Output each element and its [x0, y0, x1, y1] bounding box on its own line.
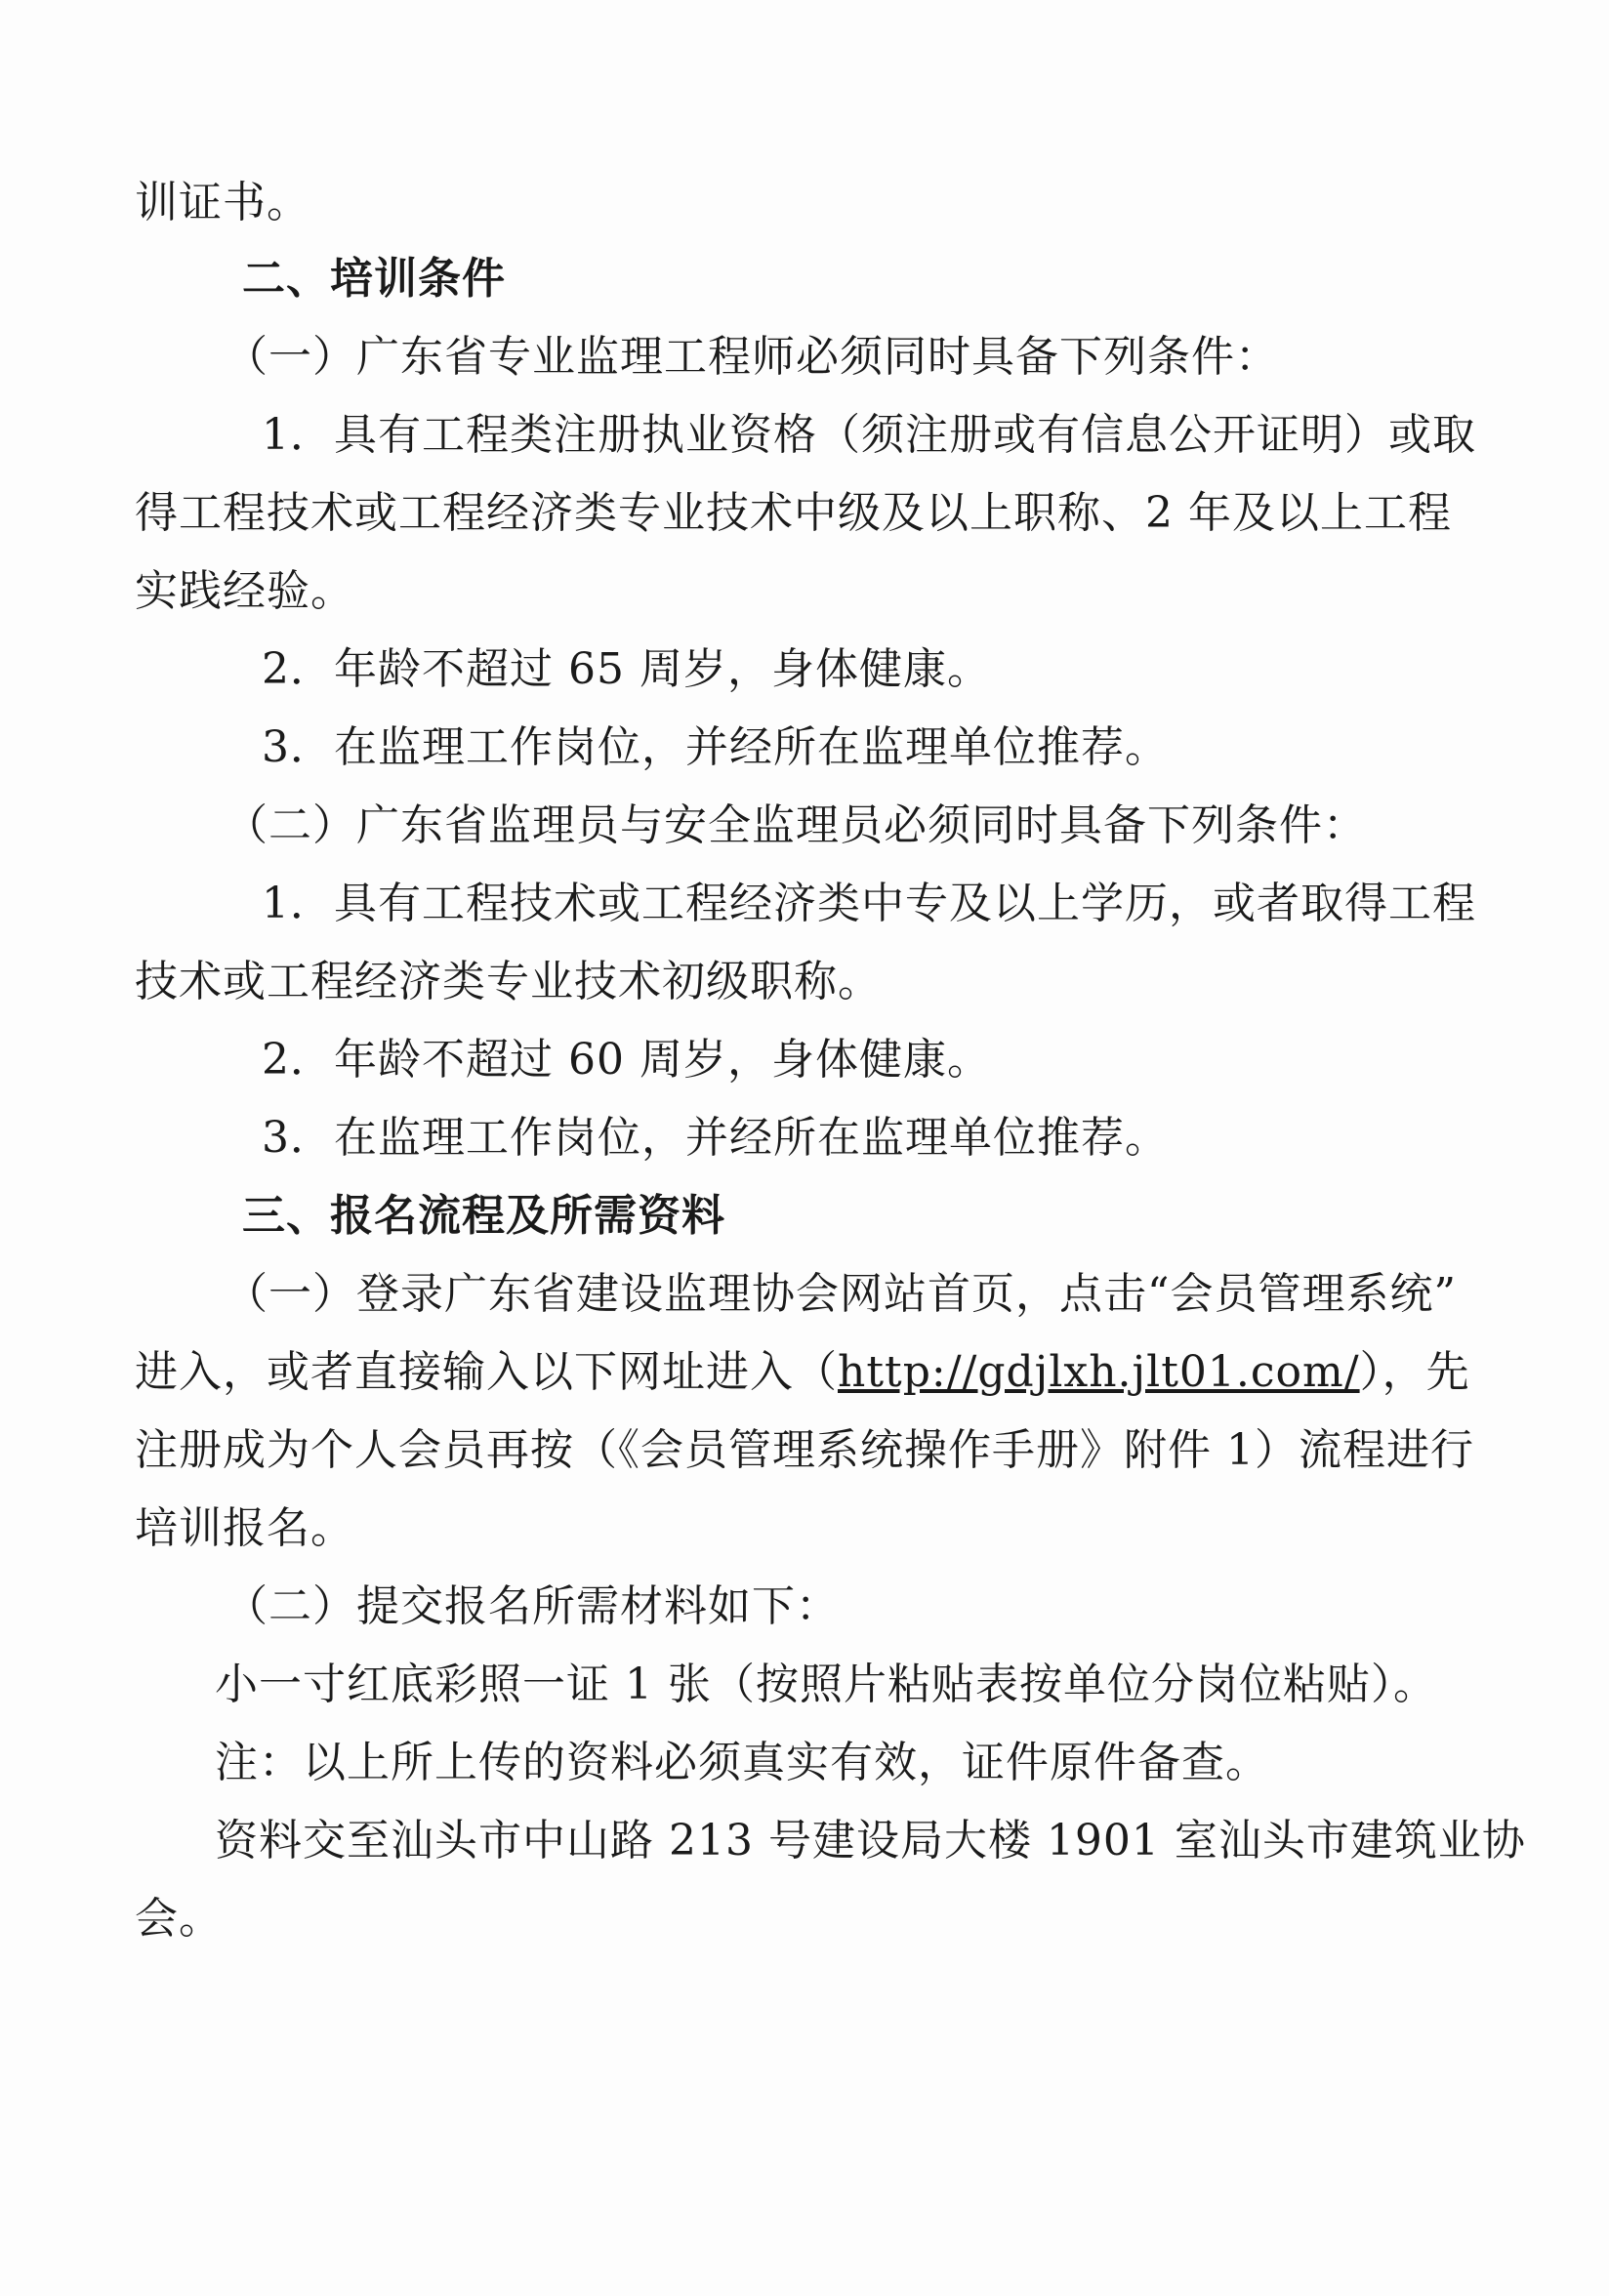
text-line: 小一寸红底彩照一证 1 张（按照片粘贴表按单位分岗位粘贴）。: [215, 1660, 1437, 1709]
text-line: 实践经验。: [135, 566, 354, 616]
text-line: 3．在监理工作岗位，并经所在监理单位推荐。: [262, 722, 1169, 772]
text-line: 1．具有工程技术或工程经济类中专及以上学历，或者取得工程: [262, 879, 1476, 928]
text-line: 注册成为个人会员再按（《会员管理系统操作手册》附件 1）流程进行: [135, 1425, 1474, 1475]
note-line: 注：以上所上传的资料必须真实有效，证件原件备查。: [215, 1738, 1269, 1787]
text-line: 培训报名。: [135, 1503, 354, 1553]
subsection-heading: （一）广东省专业监理工程师必须同时具备下列条件：: [225, 332, 1279, 382]
section-heading-registration: 三、报名流程及所需资料: [242, 1191, 725, 1241]
text-line: 训证书。: [135, 178, 310, 227]
text-line: 3．在监理工作岗位，并经所在监理单位推荐。: [262, 1113, 1169, 1163]
text-line: 2．年龄不超过 60 周岁，身体健康。: [262, 1035, 991, 1085]
text-line: 1．具有工程类注册执业资格（须注册或有信息公开证明）或取: [262, 410, 1476, 460]
text-line: 技术或工程经济类专业技术初级职称。: [135, 957, 882, 1006]
text-line-with-url: [135, 1345, 1470, 1400]
text-segment: 进入，或者直接输入以下网址进入（: [135, 1347, 838, 1397]
text-line: 资料交至汕头市中山路 213 号建设局大楼 1901 室汕头市建筑业协: [215, 1816, 1526, 1866]
text-line: （一）登录广东省建设监理协会网站首页，点击“会员管理系统”: [225, 1269, 1457, 1319]
text-line: 2．年龄不超过 65 周岁，身体健康。: [262, 644, 991, 694]
website-link[interactable]: http://gdjlxh.jlt01.com/: [838, 1347, 1360, 1397]
subsection-heading: （二）广东省监理员与安全监理员必须同时具备下列条件：: [225, 800, 1367, 850]
subsection-heading: （二）提交报名所需材料如下：: [225, 1581, 840, 1631]
section-heading-training-conditions: 二、培训条件: [242, 254, 506, 304]
text-line: 得工程技术或工程经济类专业技术中级及以上职称、2 年及以上工程: [135, 488, 1452, 538]
text-line: 会。: [135, 1894, 223, 1944]
text-segment: ），先: [1359, 1347, 1470, 1397]
